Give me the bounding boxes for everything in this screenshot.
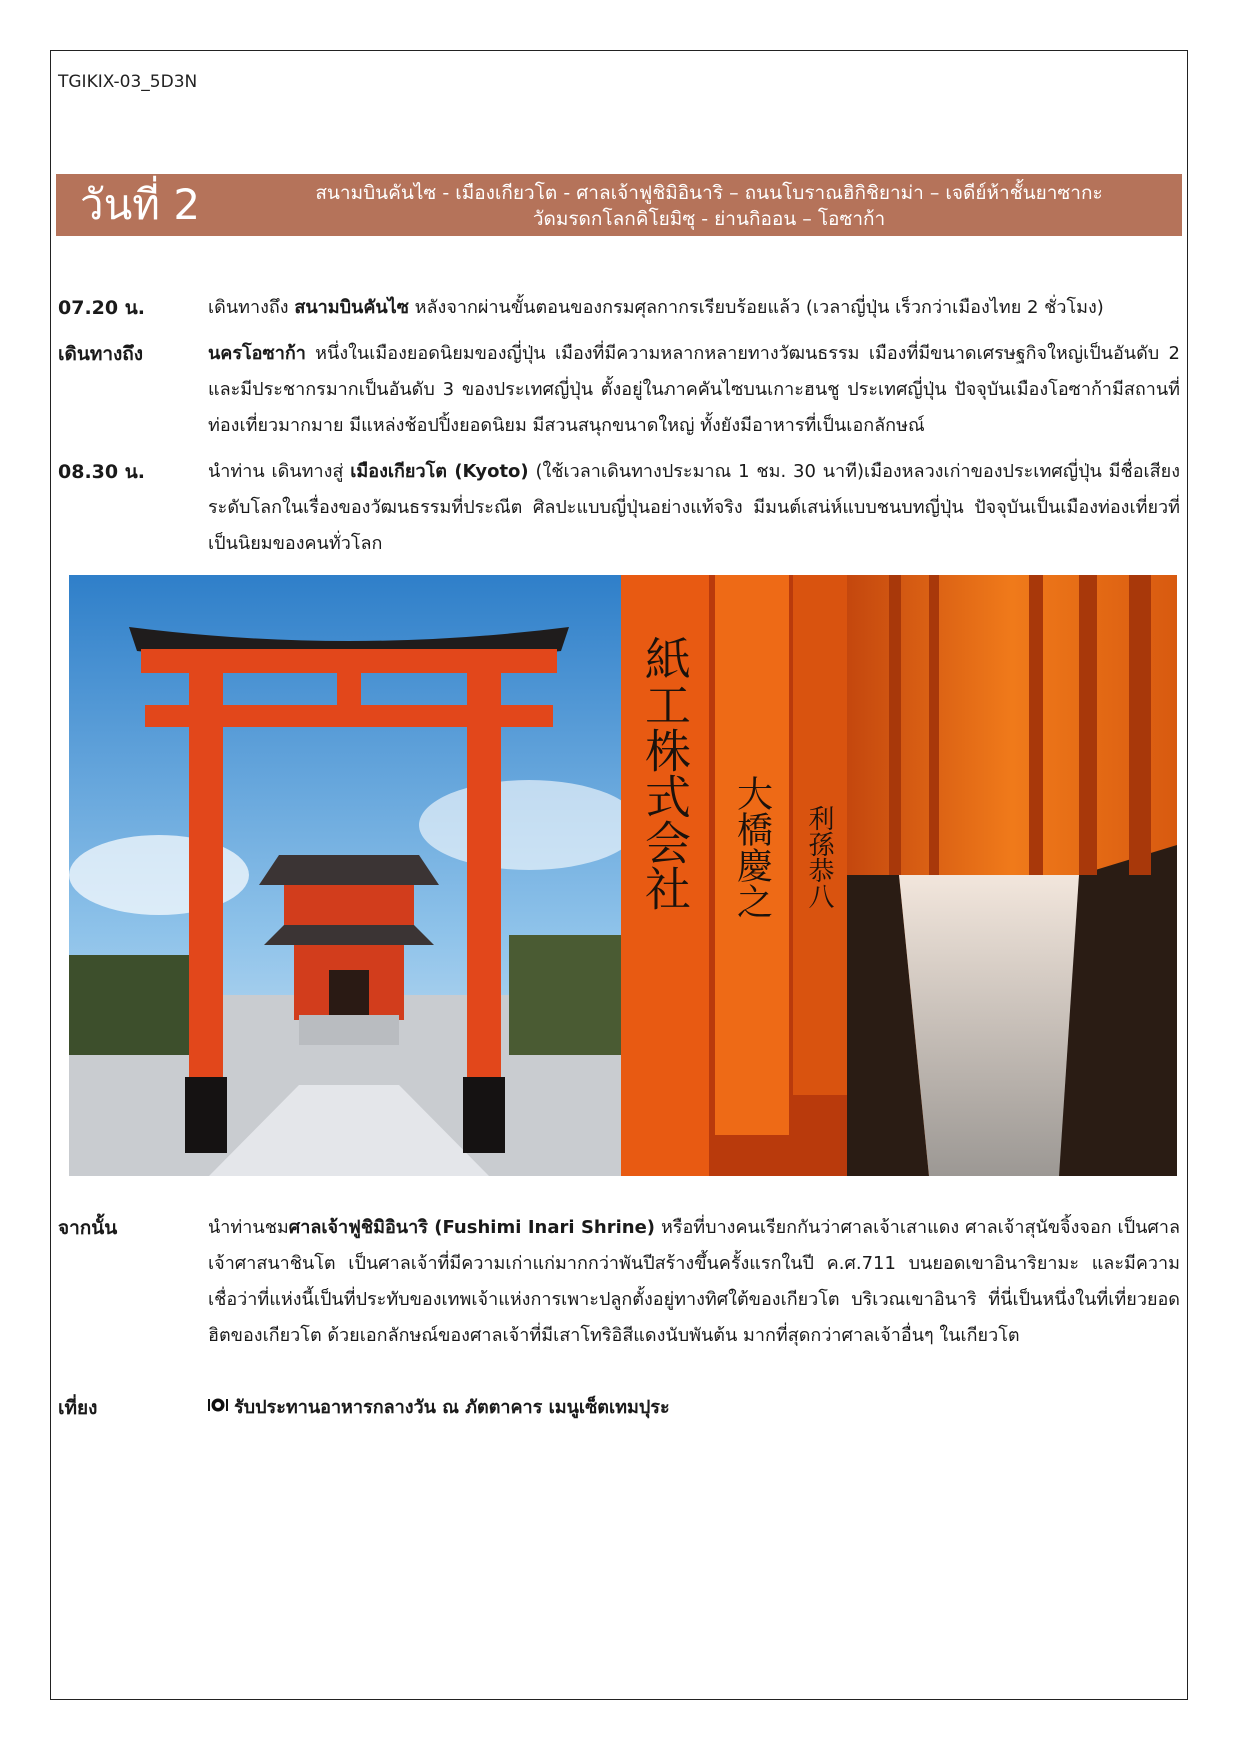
time-label: เดินทางถึง	[58, 343, 144, 365]
gate-inscription: 大橋慶之	[731, 775, 773, 919]
itinerary-text	[208, 1390, 1180, 1426]
time-label: เที่ยง	[58, 1397, 98, 1419]
gate-inscription: 利孫恭八	[804, 805, 834, 909]
lunch-info: รับประทานอาหารกลางวัน ณ ภัตตาคาร เมนูเซ็ตเทมปุระ	[234, 1397, 670, 1418]
day-banner	[56, 174, 1182, 236]
highlight-place: เมืองเกียวโต (Kyoto)	[350, 461, 529, 482]
gate-inscription: 紙工株式会社	[638, 635, 692, 911]
time-label: 08.30 น.	[58, 461, 145, 483]
day-title: วันที่ 2	[80, 180, 201, 229]
highlight-place: สนามบินคันไซ	[294, 297, 409, 318]
tour-code: TGIKIX-03_5D3N	[58, 72, 198, 92]
time-label: จากนั้น	[58, 1217, 118, 1239]
time-label: 07.20 น.	[58, 297, 145, 319]
itinerary-text: เดินทางถึง สนามบินคันไซ หลังจากผ่านขั้นตอนของกรมศุลกากรเรียบร้อยแล้ว (เวลาญี่ปุ่น เร็วกว่าเมืองไทย 2 ชั่วโมง)	[208, 297, 1104, 318]
highlight-place: นครโอซาก้า	[208, 343, 306, 364]
day-route	[256, 180, 1162, 232]
itinerary-text: นำท่าน เดินทางสู่ เมืองเกียวโต (Kyoto) (ใช้เวลาเดินทางประมาณ 1 ชม. 30 นาที)เมืองหลวงเก่าของประเทศญี่ปุ่น มีชื่อเสียงระดับโลกในเรื่องของวัฒนธรรมที่ประณีต ศิลปะแบบญี่ปุ่นอย่างแท้จริง มีมนต์เสน่ห์แบบชนบทญี่ปุ่น ปัจจุบันเป็นเมืองท่องเที่ยวที่เป็นนิยมของคนทั่วโลก	[208, 461, 1181, 554]
route-line-2: วัดมรดกโลกคิโยมิซุ - ย่านกิออน – โอซาก้า	[532, 208, 886, 230]
itinerary-text: นครโอซาก้า หนึ่งในเมืองยอดนิยมของญี่ปุ่น เมืองที่มีความหลากหลายทางวัฒนธรรม เมืองที่มีขนาดเศรษฐกิจใหญ่เป็นอันดับ 2 และมีประชากรมากเป็นอันดับ 3 ของประเทศญี่ปุ่น ตั้งอยู่ในภาคคันไซบนเกาะฮนชู ประเทศญี่ปุ่น ปัจจุบันเมืองโอซาก้ามีสถานที่ท่องเที่ยวมากมาย มีแหล่งช้อปปิ้งยอดนิยม มีสวนสนุกขนาดใหญ่ ทั้งยังมีอาหารที่เป็นเอกลักษณ์	[208, 343, 1180, 436]
route-line-1: สนามบินคันไซ - เมืองเกียวโต - ศาลเจ้าฟูชิมิอินาริ – ถนนโบราณฮิกิชิยาม่า – เจดีย์ห้าชั้นยาซากะ	[315, 182, 1103, 204]
fushimi-inari-photo	[69, 575, 1177, 1176]
highlight-place: ศาลเจ้าฟูชิมิอินาริ (Fushimi Inari Shrine)	[288, 1217, 656, 1238]
itinerary-text: นำท่านชมศาลเจ้าฟูชิมิอินาริ (Fushimi Inari Shrine) หรือที่บางคนเรียกกันว่าศาลเจ้าเสาแดง ศาลเจ้าสุนัขจิ้งจอก เป็นศาลเจ้าศาสนาชินโต เป็นศาลเจ้าที่มีความเก่าแก่มากกว่าพันปีสร้างขึ้นครั้งแรกในปี ค.ศ.711 บนยอดเขาอินาริยามะ และมีความเชื่อว่าที่แห่งนี้เป็นที่ประทับของเทพเจ้าแห่งการเพาะปลูกตั้งอยู่ทางทิศใต้ของเกียวโต บริเวณเขาอินาริ ที่นี่เป็นหนึ่งในที่เที่ยวยอดฮิตของเกียวโต ด้วยเอกลักษณ์ของศาลเจ้าที่มีเสาโทริอิสีแดงนับพันต้น มากที่สุดกว่าศาลเจ้าอื่นๆ ในเกียวโต	[208, 1217, 1180, 1346]
plate-cutlery-icon	[208, 1390, 228, 1426]
